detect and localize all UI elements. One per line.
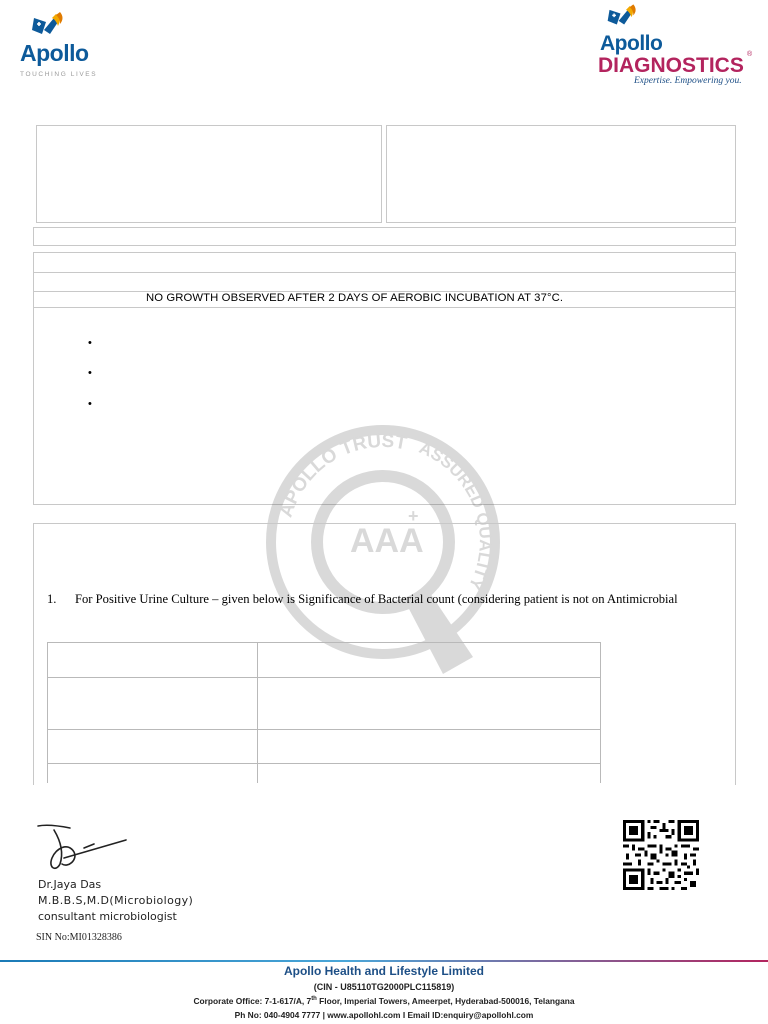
footer-company-name: Apollo Health and Lifestyle Limited xyxy=(283,964,485,978)
bullet-point: • xyxy=(88,337,92,349)
patient-info-panel-right xyxy=(386,125,736,223)
watermark-plus: + xyxy=(408,506,419,526)
note-text: For Positive Urine Culture – given below is Significance of Bacterial count (considering patient is not on Antimicrobial xyxy=(75,592,678,606)
note-item xyxy=(47,592,678,607)
bacterial-count-table xyxy=(47,642,601,783)
diagnostics-tagline: Expertise. Empowering you. xyxy=(634,76,742,86)
apollo-brand-text: Apollo xyxy=(20,40,89,66)
footer-address-sup: th xyxy=(311,996,317,1003)
watermark-right-text: ASSURED QUALITY xyxy=(416,438,496,593)
table-row-divider xyxy=(48,677,600,678)
note-number: 1. xyxy=(47,592,57,606)
diagnostics-text: DIAGNOSTICS xyxy=(598,54,744,77)
results-divider xyxy=(34,272,735,273)
apollo-diagnostics-logo xyxy=(596,4,756,88)
patient-info-panel-left xyxy=(36,125,382,223)
doctor-qualification: M.B.B.S,M.D(Microbiology) xyxy=(38,894,194,907)
doctor-name: Dr.Jaya Das xyxy=(38,878,102,891)
test-name-strip xyxy=(33,227,736,246)
footer-divider xyxy=(0,960,768,962)
doctor-signature xyxy=(34,818,134,878)
apollo-diagnostics-brand: Apollo xyxy=(600,32,663,55)
bullet-point: • xyxy=(88,367,92,379)
footer-contact: Ph No: 040-4904 7777 | www.apollohl.com I Email ID:enquiry@apollohl.com xyxy=(234,1010,534,1020)
table-row-divider xyxy=(48,763,600,764)
footer-address xyxy=(0,996,768,1006)
footer-cin: (CIN - U85110TG2000PLC115819) xyxy=(313,982,455,992)
apollo-tagline: TOUCHING LIVES xyxy=(20,71,98,78)
watermark-center-text: AAA xyxy=(350,522,424,560)
table-column-divider xyxy=(257,643,258,783)
apollo-logo xyxy=(18,10,118,82)
doctor-role: consultant microbiologist xyxy=(38,910,177,923)
watermark-top-text: APOLLO TRUST xyxy=(275,430,409,520)
footer-address-suffix: Floor, Imperial Towers, Ameerpet, Hyderabad-500016, Telangana xyxy=(316,996,575,1006)
registered-mark: ® xyxy=(747,51,753,58)
culture-result-text: NO GROWTH OBSERVED AFTER 2 DAYS OF AEROBIC INCUBATION AT 37°C. xyxy=(146,292,564,304)
results-divider xyxy=(34,307,735,308)
qr-code xyxy=(623,820,699,890)
sample-id-number: SIN No:MI01328386 xyxy=(36,932,122,943)
bullet-point: • xyxy=(88,398,92,410)
table-row-divider xyxy=(48,729,600,730)
footer-address-prefix: Corporate Office: 7-1-617/A, 7 xyxy=(193,996,312,1006)
apollo-diagnostics-emblem-icon xyxy=(604,4,648,34)
